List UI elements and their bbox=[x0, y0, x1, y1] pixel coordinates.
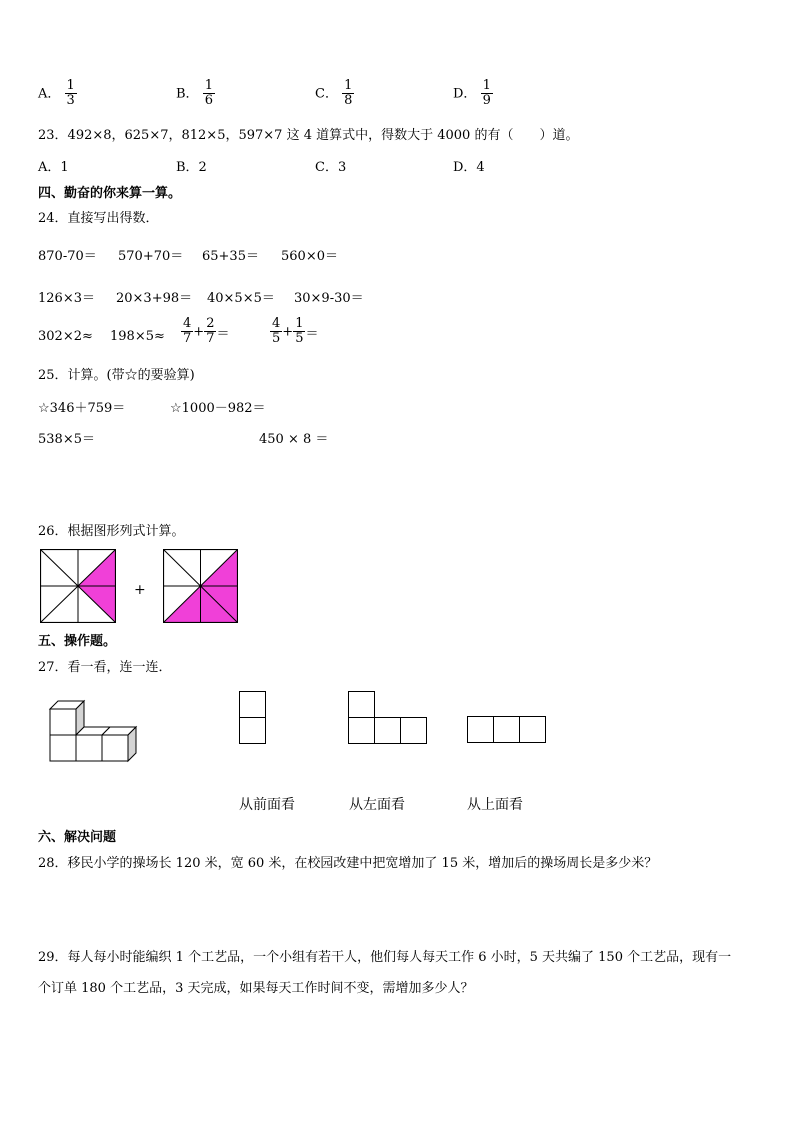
fraction bbox=[65, 79, 77, 109]
label-top-view: 从上面看 bbox=[467, 797, 523, 813]
equals: ＝ bbox=[216, 326, 230, 342]
view-square bbox=[240, 692, 266, 718]
section-5-heading: 五、操作题。 bbox=[38, 634, 117, 649]
view-square bbox=[240, 718, 266, 744]
view-three-row bbox=[467, 716, 547, 744]
view-l-shape bbox=[348, 691, 428, 745]
label-left-view: 从左面看 bbox=[349, 797, 405, 813]
numerator: 1 bbox=[66, 78, 75, 93]
q23-text: 23．492×8，625×7，812×5，597×7 这 4 道算式中，得数大于 4000 的有（ ）道。 bbox=[38, 128, 579, 143]
q24-expr: 65+35＝ bbox=[202, 249, 259, 264]
fraction bbox=[342, 79, 354, 109]
section-4-heading: 四、勤奋的你来算一算。 bbox=[38, 186, 182, 201]
denominator: 6 bbox=[204, 93, 213, 109]
cube-faces bbox=[50, 701, 136, 761]
q24-expr: 126×3＝ bbox=[38, 291, 95, 306]
q26-square-left bbox=[40, 549, 116, 623]
fraction bbox=[293, 317, 305, 347]
q24-title: 24．直接写出得数． bbox=[38, 211, 159, 226]
denominator: 7 bbox=[183, 331, 192, 347]
q24-expr: 20×3+98＝ bbox=[116, 291, 193, 306]
view-square bbox=[520, 717, 546, 743]
q22-option-a bbox=[38, 79, 77, 109]
q23-option-b: B．2 bbox=[176, 160, 207, 175]
fraction bbox=[481, 79, 493, 109]
view-square bbox=[349, 692, 375, 718]
fraction bbox=[181, 317, 193, 347]
view-square bbox=[494, 717, 520, 743]
q24-expr: 560×0＝ bbox=[281, 249, 338, 264]
denominator: 5 bbox=[272, 331, 281, 347]
q25-item: 450 × 8 ＝ bbox=[259, 432, 329, 447]
q24-expr: 870-70＝ bbox=[38, 249, 97, 264]
q24-fraction-expr bbox=[270, 317, 318, 347]
denominator: 8 bbox=[344, 93, 353, 109]
fraction bbox=[204, 317, 216, 347]
plus-sign: + bbox=[134, 582, 146, 598]
q28-text: 28．移民小学的操场长 120 米，宽 60 米，在校园改建中把宽增加了 15 米，增加后的操场周长是多少米？ bbox=[38, 856, 658, 871]
option-label: D． bbox=[453, 86, 477, 102]
q24-expr: 570+70＝ bbox=[118, 249, 184, 264]
q24-fraction-expr bbox=[181, 317, 229, 347]
q22-option-b bbox=[176, 79, 215, 109]
q23-option-d: D．4 bbox=[453, 160, 485, 175]
view-two-stacked bbox=[239, 691, 267, 745]
option-label: A． bbox=[38, 86, 61, 102]
numerator: 2 bbox=[206, 316, 215, 331]
view-square bbox=[375, 718, 401, 744]
q23-option-a: A．1 bbox=[38, 160, 69, 175]
denominator: 9 bbox=[482, 93, 491, 109]
q27-title: 27．看一看，连一连． bbox=[38, 660, 172, 675]
view-square bbox=[401, 718, 427, 744]
q26-square-right bbox=[163, 549, 238, 623]
q29-text-line1: 29．每人每小时能编织 1 个工艺品，一个小组有若干人，他们每人每天工作 6 小时，5 天共编了 150 个工艺品，现有一 bbox=[38, 950, 732, 965]
numerator: 1 bbox=[482, 78, 491, 93]
numerator: 4 bbox=[183, 316, 192, 331]
q24-expr: 302×2≈ bbox=[38, 329, 93, 344]
q25-item: ☆1000－982＝ bbox=[170, 401, 266, 416]
operator: + bbox=[282, 324, 294, 340]
q25-item: 538×5＝ bbox=[38, 432, 95, 447]
q23-option-c: C．3 bbox=[315, 160, 347, 175]
numerator: 1 bbox=[344, 78, 353, 93]
denominator: 5 bbox=[295, 331, 304, 347]
q24-expr: 198×5≈ bbox=[110, 329, 165, 344]
q25-item: ☆346＋759＝ bbox=[38, 401, 126, 416]
numerator: 1 bbox=[204, 78, 213, 93]
q24-expr: 30×9-30＝ bbox=[294, 291, 364, 306]
equals: ＝ bbox=[305, 326, 319, 342]
section-6-heading: 六、解决问题 bbox=[38, 830, 117, 845]
fraction bbox=[203, 79, 215, 109]
numerator: 4 bbox=[272, 316, 281, 331]
option-label: C． bbox=[315, 86, 338, 102]
q22-option-d bbox=[453, 79, 493, 109]
q27-cube-figure bbox=[48, 698, 138, 764]
label-front-view: 从前面看 bbox=[239, 797, 295, 813]
q26-title: 26．根据图形列式计算。 bbox=[38, 524, 185, 539]
numerator: 1 bbox=[295, 316, 304, 331]
option-label: B． bbox=[176, 86, 199, 102]
q22-option-c bbox=[315, 79, 354, 109]
q25-title: 25．计算。(带☆的要验算) bbox=[38, 368, 195, 383]
operator: + bbox=[193, 324, 205, 340]
q29-text-line2: 个订单 180 个工艺品，3 天完成，如果每天工作时间不变，需增加多少人？ bbox=[38, 981, 474, 996]
view-square bbox=[468, 717, 494, 743]
q24-expr: 40×5×5＝ bbox=[207, 291, 275, 306]
denominator: 7 bbox=[206, 331, 215, 347]
view-square bbox=[349, 718, 375, 744]
fraction bbox=[270, 317, 282, 347]
denominator: 3 bbox=[66, 93, 75, 109]
